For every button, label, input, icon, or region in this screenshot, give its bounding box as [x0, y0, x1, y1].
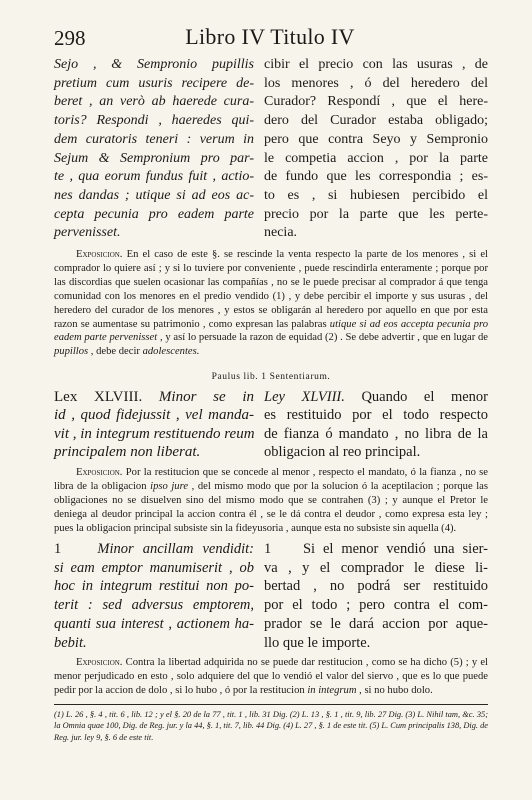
latin-line: pretium cum usuris recipere de- — [54, 75, 254, 91]
latin-line: terit : sed adversus emptorem, — [54, 597, 254, 614]
spanish-line — [264, 388, 488, 406]
latin-line: quanti sua interest , actionem ha- — [54, 615, 254, 632]
commentary-paragraph — [54, 248, 488, 359]
running-title: Libro IV Titulo IV — [185, 24, 355, 49]
latin-line: dem curatoris teneri : verum in — [54, 131, 254, 147]
footnotes: (1) L. 26 , §. 4 , tit. 6 , lib. 12 ; y el §. 20 de la 77 , tit. 1 , lib. 31 Dig. (2) L. 13 , §. 1 , tit. 9, lib. 27 Dig. (3) L. Nihil tam, &c. 35; la Omnia quae 100, Dig. de Reg. jur. y la 44, §. 1, tit. 7, lib. 44 Dig. (4) L. 27 , §. 1 de este tit. (5) L. Cum principalis 138, Dig. de Reg. jur. ley 9, §. 6 de este tit. — [54, 710, 488, 742]
spanish-line: de fundo que les correspondia ; es- — [264, 169, 488, 185]
latin-line — [54, 540, 254, 559]
commentary-text: , debe decir — [90, 346, 140, 358]
latin-line: si eam emptor manumiserit , ob — [54, 559, 254, 576]
exposition-label: Exposicion. — [76, 467, 123, 478]
latin-line: principalem non liberat. — [54, 444, 201, 461]
spanish-line: le competia accion , por la parte — [264, 150, 488, 166]
commentary-paragraph — [54, 656, 488, 698]
latin-line: te , qua eorum fundus fuit , actio- — [54, 169, 254, 185]
latin-text: Minor se in — [158, 389, 254, 405]
spanish-line: pero que contra Seyo y Sempronio — [264, 131, 488, 147]
spanish-line: es restituido por el todo respecto — [264, 407, 488, 424]
spanish-line — [264, 540, 488, 559]
spanish-column — [264, 56, 488, 243]
spanish-line: cibir el precio con las usuras , de — [264, 57, 488, 72]
section-latin-spanish-2 — [54, 540, 488, 654]
exposition-label: Exposicion. — [76, 657, 123, 668]
exposition-label: Exposicion. — [76, 249, 123, 260]
latin-line: beret , an verò ab haerede cura- — [54, 94, 254, 110]
latin-column — [54, 540, 254, 652]
spanish-column — [264, 388, 488, 462]
page-header — [54, 24, 486, 54]
spanish-line: necia. — [264, 225, 298, 241]
latin-line: toris? Respondi , haeredes qui- — [54, 113, 254, 129]
spanish-line: dero del Curador estaba obligado; — [264, 113, 488, 129]
spanish-line: to es , si hubiesen percibido el — [264, 187, 488, 203]
latin-line: hoc in integrum restitui non po- — [54, 578, 254, 595]
footnote-rule — [54, 704, 488, 705]
latin-line: id , quod fidejussit , vel manda- — [54, 407, 254, 424]
latin-line: Sejo , & Sempronio pupillis — [54, 57, 254, 72]
latin-quote: pupillos — [54, 346, 89, 358]
commentary-text: , si no hubo dolo. — [359, 684, 433, 696]
latin-quote: utique si ad eos accepta pecunia pro eadem parte pervenisset — [54, 318, 489, 344]
latin-quote: ipso jure — [150, 480, 189, 492]
latin-quote: in integrum — [307, 684, 357, 696]
spanish-text: Si el menor vendió una sier- — [302, 541, 489, 557]
commentary-text: , del mismo modo que por la solucion ó la aceptilacion ; porque las obligaciones no se disuelven sino del mismo modo que se contrahen (3) ; y aunque el Pretor le deniega al deudor principal la accion contra él , se le dá contra el deudor , como expresa esta ley ; pues la obligacion principal subsiste sin la fideyusoria , aunque esta no subsiste sin aquella (4). — [54, 480, 488, 534]
paragraph-number: 1 — [264, 541, 272, 557]
source-attribution: Paulus lib. 1 Sententiarum. — [211, 372, 331, 382]
latin-line: cepta pecunia pro eadem parte — [54, 206, 254, 222]
spanish-line: obligacion al reo principal. — [264, 444, 421, 461]
spanish-line: precio por la parte que les perte- — [264, 206, 488, 222]
latin-column — [54, 56, 254, 243]
commentary-paragraph — [54, 466, 488, 536]
page-number: 298 — [54, 26, 86, 50]
latin-line: pervenisset. — [54, 225, 121, 241]
spanish-line: llo que le importe. — [264, 634, 371, 651]
spanish-line: los menores , ó del heredero del — [264, 75, 488, 91]
commentary-text: En el caso de este §. se rescinde la venta respecto la parte de los menores , si el comprador lo quiere así ; y si lo tuviere por conveniente , puede rescindirla enteramente ; porque por las discordias que suelen ocasionar las compañías , no se le puede precisar al comprador á que tenga comunidad con los menores en el predio vendido (1) , y debe percibir el importe y sus usuras , del heredero del curador de los menores , y estos se obligarán al heredero por aquello en que por esta razon se aumentase su patrimonio , como expresan las palabras — [54, 249, 489, 330]
latin-line — [54, 388, 254, 406]
spanish-line: bertad , no podrá ser restituido — [264, 578, 488, 595]
latin-line: vit , in integrum restituendo reum — [54, 425, 255, 442]
commentary-text: , y así lo persuade la razon de equidad (2) . Se debe advertir , que en lugar de — [159, 332, 489, 344]
spanish-line: por el todo ; pero contra el com- — [264, 597, 488, 614]
paragraph-number: 1 — [54, 541, 62, 557]
section-latin-spanish-1 — [54, 56, 488, 246]
commentary-text: Contra la libertad adquirida no se puede dar restitucion , como se ha dicho (5) ; y el menor perjudicado en esto , solo adquiere del que lo vendió el valor del siervo , que es lo que puede pedir por la accion de dolo , si lo hubo , ó por la restitucion — [54, 657, 488, 696]
spanish-column — [264, 540, 488, 652]
section-lex-xlviii — [54, 388, 488, 468]
commentary-text: Por la restitucion que se concede al menor , respecto el mandato, ó la fianza , no se libra de la obligacion — [54, 467, 488, 492]
lex-heading: Lex XLVIII. — [54, 389, 143, 405]
spanish-line: prador se le dará accion por aque- — [264, 615, 488, 632]
latin-line: Sejum & Sempronium pro par- — [54, 150, 254, 166]
latin-quote: adolescentes. — [142, 346, 200, 358]
ley-heading: Ley XLVIII. — [264, 389, 345, 405]
spanish-line: de fianza ó mandato , no libra de la — [264, 425, 488, 442]
latin-text: Minor ancillam vendidit: — [97, 541, 255, 557]
latin-line: nes dandas ; utique si ad eos ac- — [54, 187, 254, 203]
spanish-text: Quando el menor — [361, 389, 488, 405]
spanish-line: va , y el comprador le diese li- — [264, 559, 488, 576]
latin-line: bebit. — [54, 634, 87, 651]
latin-column — [54, 388, 254, 462]
spanish-line: Curador? Respondí , que el here- — [264, 94, 488, 110]
